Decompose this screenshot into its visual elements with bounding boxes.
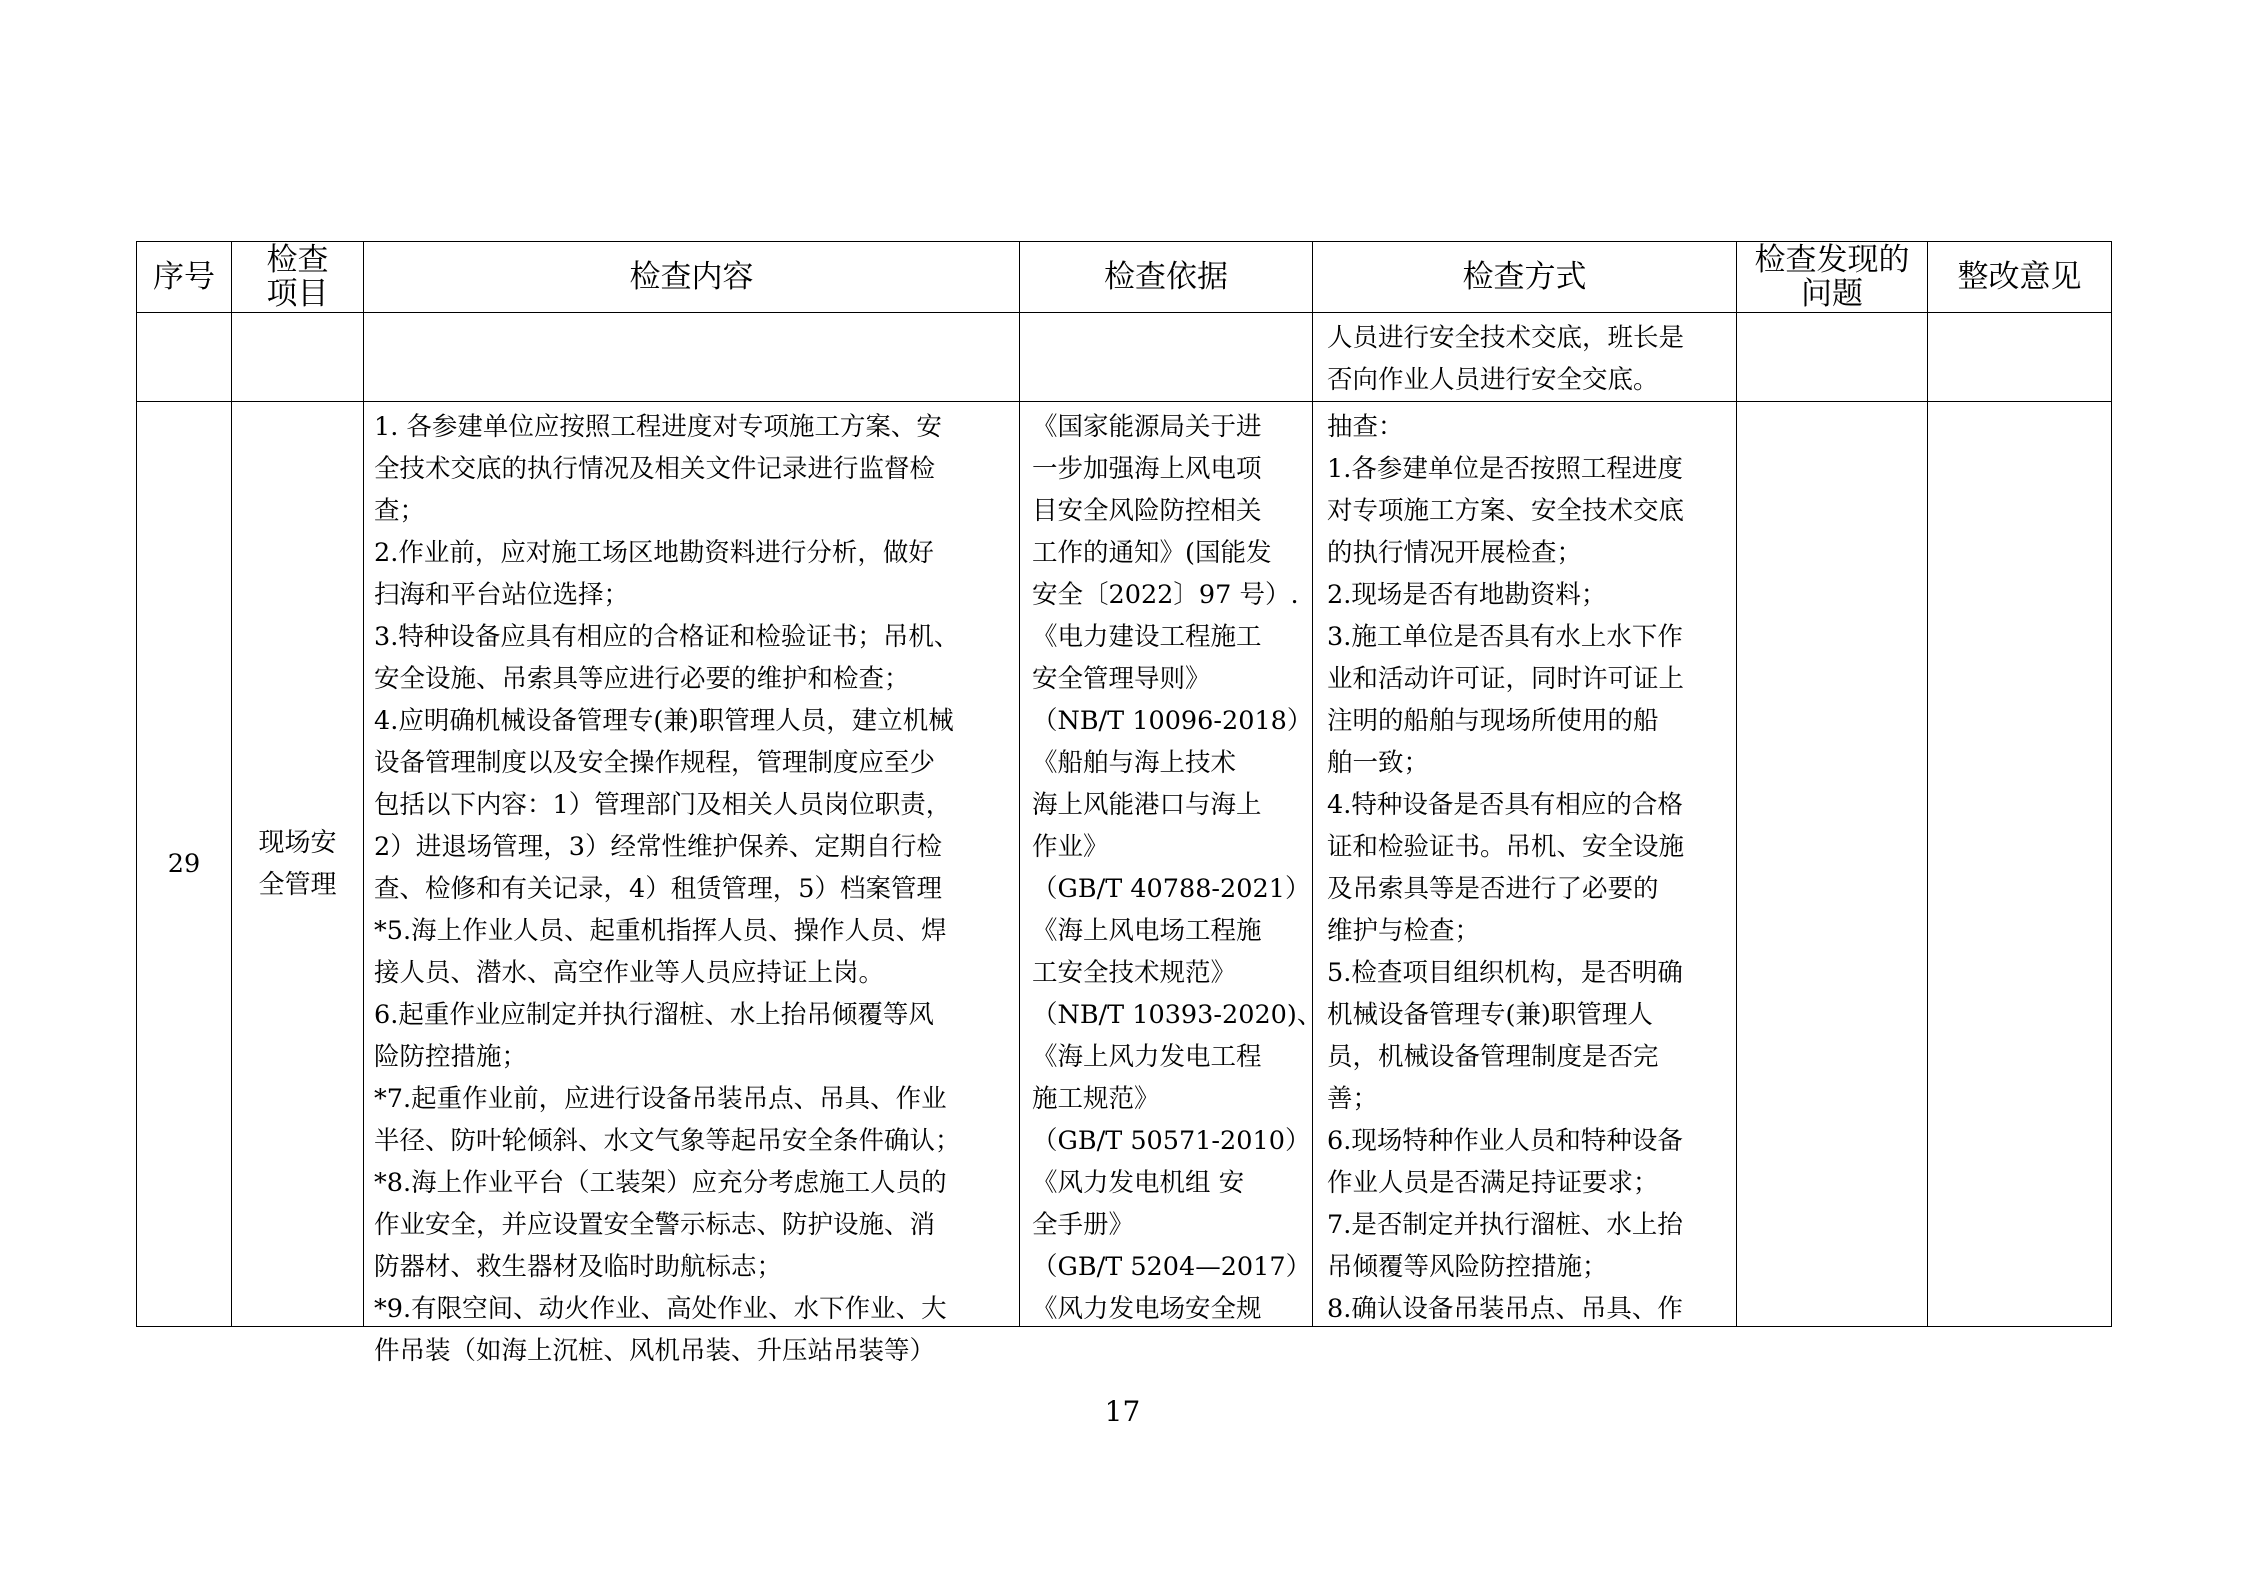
text-line: 《海上风电场工程施: [1032, 916, 1262, 946]
text-line: 7.是否制定并执行溜桩、水上抬: [1327, 1210, 1683, 1240]
header-findings: 检查发现的 问题: [1737, 242, 1928, 313]
continued-row: [137, 313, 2112, 402]
text-line: 海上风能港口与海上: [1032, 790, 1262, 820]
text-line: *9.有限空间、动火作业、高处作业、水下作业、大: [374, 1294, 947, 1324]
text-line: 工安全技术规范》: [1032, 958, 1237, 988]
text-line: 机械设备管理专(兼)职管理人: [1327, 1000, 1653, 1030]
row-content: [364, 402, 1020, 1366]
text-line: 证和检验证书。吊机、安全设施: [1327, 832, 1685, 862]
header-content: 检查内容: [364, 242, 1020, 313]
header-rectification: 整改意见: [1928, 242, 2112, 313]
text-line: 险防控措施；: [374, 1042, 528, 1072]
text-line: 作业安全，并应设置安全警示标志、防护设施、消: [374, 1210, 936, 1240]
text-line: 件吊装（如海上沉桩、风机吊装、升压站吊装等）: [374, 1336, 936, 1366]
text-line: 《海上风力发电工程: [1032, 1042, 1262, 1072]
text-line: （NB/T 10393-2020)、: [1032, 1000, 1323, 1030]
text-line: 1. 各参建单位应按照工程进度对专项施工方案、安: [374, 412, 942, 442]
cont-content-cell: [364, 313, 1020, 402]
cont-method-cell: [1313, 313, 1737, 402]
text-line: 吊倾覆等风险防控措施；: [1327, 1252, 1608, 1282]
text-line: 安全设施、吊索具等应进行必要的维护和检查；: [374, 664, 910, 694]
header-basis: 检查依据: [1020, 242, 1313, 313]
text-line: 扫海和平台站位选择；: [374, 580, 630, 610]
page-number: 17: [1104, 1395, 1141, 1428]
inspection-table: [136, 241, 2112, 1366]
text-line: 防器材、救生器材及临时助航标志；: [374, 1252, 783, 1282]
text-line: 查、检修和有关记录，4）租赁管理，5）档案管理: [374, 874, 942, 904]
text-line: （NB/T 10096-2018）: [1032, 706, 1313, 736]
text-line: 现场安: [258, 828, 337, 858]
text-line: 《风力发电场安全规: [1032, 1294, 1262, 1324]
row-item: [232, 402, 364, 1327]
text-line: 注明的船舶与现场所使用的船: [1327, 706, 1659, 736]
text-line: 施工规范》: [1032, 1084, 1160, 1114]
cont-rectification-cell: [1928, 313, 2112, 402]
text-line: 2.作业前，应对施工场区地勘资料进行分析，做好: [374, 538, 934, 568]
cont-item-cell: [232, 313, 364, 402]
text-line: 4.特种设备是否具有相应的合格: [1327, 790, 1683, 820]
text-line: *8.海上作业平台（工装架）应充分考虑施工人员的: [374, 1168, 947, 1198]
table-row: [137, 402, 2112, 1327]
text-line: 全技术交底的执行情况及相关文件记录进行监督检: [374, 454, 936, 484]
text-line: 作业》: [1032, 832, 1109, 862]
text-line: 1.各参建单位是否按照工程进度: [1327, 454, 1683, 484]
text-line: 查；: [374, 496, 426, 526]
text-line: 安全管理导则》: [1032, 664, 1211, 694]
text-line: 作业人员是否满足持证要求；: [1327, 1168, 1659, 1198]
text-line: 接人员、潜水、高空作业等人员应持证上岗。: [374, 958, 885, 988]
text-line: 人员进行安全技术交底，班长是: [1327, 323, 1685, 353]
row-basis: [1020, 402, 1323, 1327]
text-line: 对专项施工方案、安全技术交底: [1327, 496, 1685, 526]
cont-number-cell: [137, 313, 232, 402]
text-line: 《电力建设工程施工: [1032, 622, 1262, 652]
header-item: 检查 项目: [232, 242, 364, 313]
text-line: 《风力发电机组 安: [1032, 1168, 1245, 1198]
text-line: *7.起重作业前，应进行设备吊装吊点、吊具、作业: [374, 1084, 947, 1114]
header-row: [137, 242, 2112, 313]
text-line: 《船舶与海上技术: [1032, 748, 1237, 778]
text-line: 工作的通知》(国能发: [1032, 538, 1272, 568]
text-line: 及吊索具等是否进行了必要的: [1327, 874, 1659, 904]
text-line: 3.施工单位是否具有水上水下作: [1327, 622, 1683, 652]
text-line: 《国家能源局关于进: [1032, 412, 1262, 442]
text-line: 一步加强海上风电项: [1032, 454, 1262, 484]
cont-basis-cell: [1020, 313, 1313, 402]
row-rectification: [1928, 402, 2112, 1327]
cont-findings-cell: [1737, 313, 1928, 402]
text-line: （GB/T 5204—2017）: [1032, 1252, 1312, 1282]
text-line: 3.特种设备应具有相应的合格证和检验证书；吊机、: [374, 622, 960, 652]
text-line: 6.起重作业应制定并执行溜桩、水上抬吊倾覆等风: [374, 1000, 934, 1030]
text-line: 2.现场是否有地勘资料；: [1327, 580, 1607, 610]
text-line: 全手册》: [1032, 1210, 1135, 1240]
text-line: *5.海上作业人员、起重机指挥人员、操作人员、焊: [374, 916, 947, 946]
text-line: （GB/T 40788-2021）: [1032, 874, 1311, 904]
text-line: 2）进退场管理，3）经常性维护保养、定期自行检: [374, 832, 942, 862]
header-number: 序号: [137, 242, 232, 313]
row-findings: [1737, 402, 1928, 1327]
text-line: 目安全风险防控相关: [1032, 496, 1262, 526]
text-line: 舶一致；: [1327, 748, 1430, 778]
row-method: [1313, 402, 1737, 1327]
text-line: 维护与检查；: [1327, 916, 1481, 946]
text-line: 的执行情况开展检查；: [1327, 538, 1583, 568]
text-line: 善；: [1327, 1084, 1379, 1114]
text-line: 抽查：: [1327, 412, 1404, 442]
text-line: 员，机械设备管理制度是否完: [1327, 1042, 1659, 1072]
text-line: 5.检查项目组织机构，是否明确: [1327, 958, 1683, 988]
text-line: 4.应明确机械设备管理专(兼)职管理人员，建立机械: [374, 706, 954, 736]
text-line: 6.现场特种作业人员和特种设备: [1327, 1126, 1683, 1156]
text-line: 全管理: [258, 870, 337, 900]
text-line: 半径、防叶轮倾斜、水文气象等起吊安全条件确认；: [374, 1126, 961, 1156]
text-line: 否向作业人员进行安全交底。: [1327, 365, 1659, 395]
row-number: 29: [137, 402, 232, 1327]
header-method: 检查方式: [1313, 242, 1737, 313]
text-line: 包括以下内容：1）管理部门及相关人员岗位职责，: [374, 790, 952, 820]
text-line: （GB/T 50571-2010）: [1032, 1126, 1311, 1156]
text-line: 安全〔2022〕97 号）.: [1032, 580, 1299, 610]
text-line: 设备管理制度以及安全操作规程，管理制度应至少: [374, 748, 936, 778]
text-line: 8.确认设备吊装吊点、吊具、作: [1327, 1294, 1683, 1324]
text-line: 业和活动许可证，同时许可证上: [1327, 664, 1685, 694]
